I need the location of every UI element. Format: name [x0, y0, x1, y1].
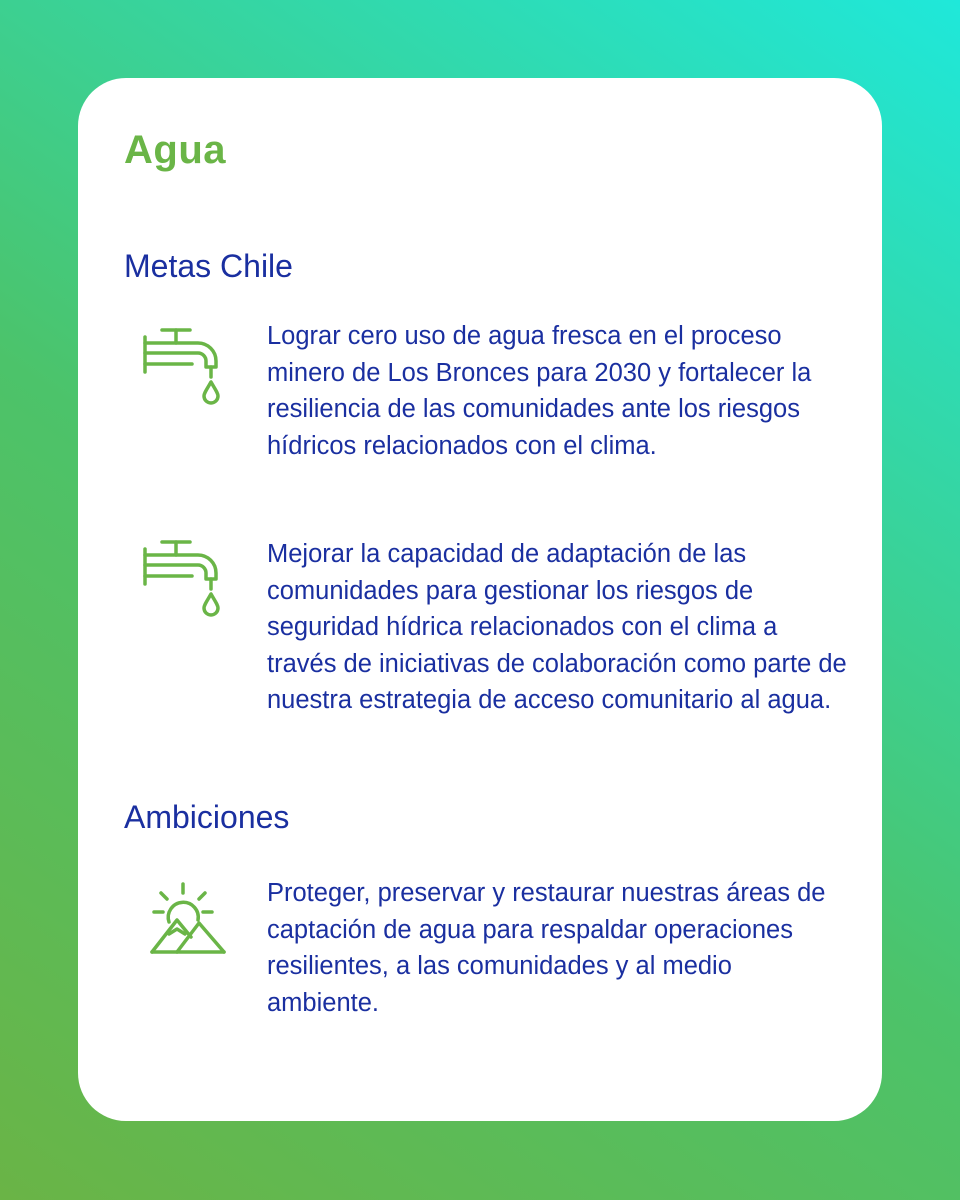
section-title-metas-chile: Metas Chile: [124, 248, 293, 284]
content-card: [78, 78, 882, 1121]
section-title-ambiciones: Ambiciones: [124, 799, 290, 835]
sun-mountains-icon: [148, 882, 228, 962]
card-title: Agua: [124, 128, 226, 172]
water-tap-icon: [140, 538, 222, 620]
goal-text-2: Mejorar la capacidad de adaptación de las comunidades para gestionar los riesgos de seguridad hídrica relacionados con el clima a través de iniciativas de colaboración como parte de nuestra estrategia de acceso comunitario al agua.: [267, 540, 847, 714]
water-tap-icon: [140, 326, 222, 408]
goal-text-1: Lograr cero uso de agua fresca en el proceso minero de Los Bronces para 2030 y fortalecer la resiliencia de las comunidades ante los riesgos hídricos relacionados con el clima.: [267, 322, 812, 460]
ambition-text-1: Proteger, preservar y restaurar nuestras áreas de captación de agua para respaldar operaciones resilientes, a las comunidades y al medio ambiente.: [267, 879, 826, 1017]
